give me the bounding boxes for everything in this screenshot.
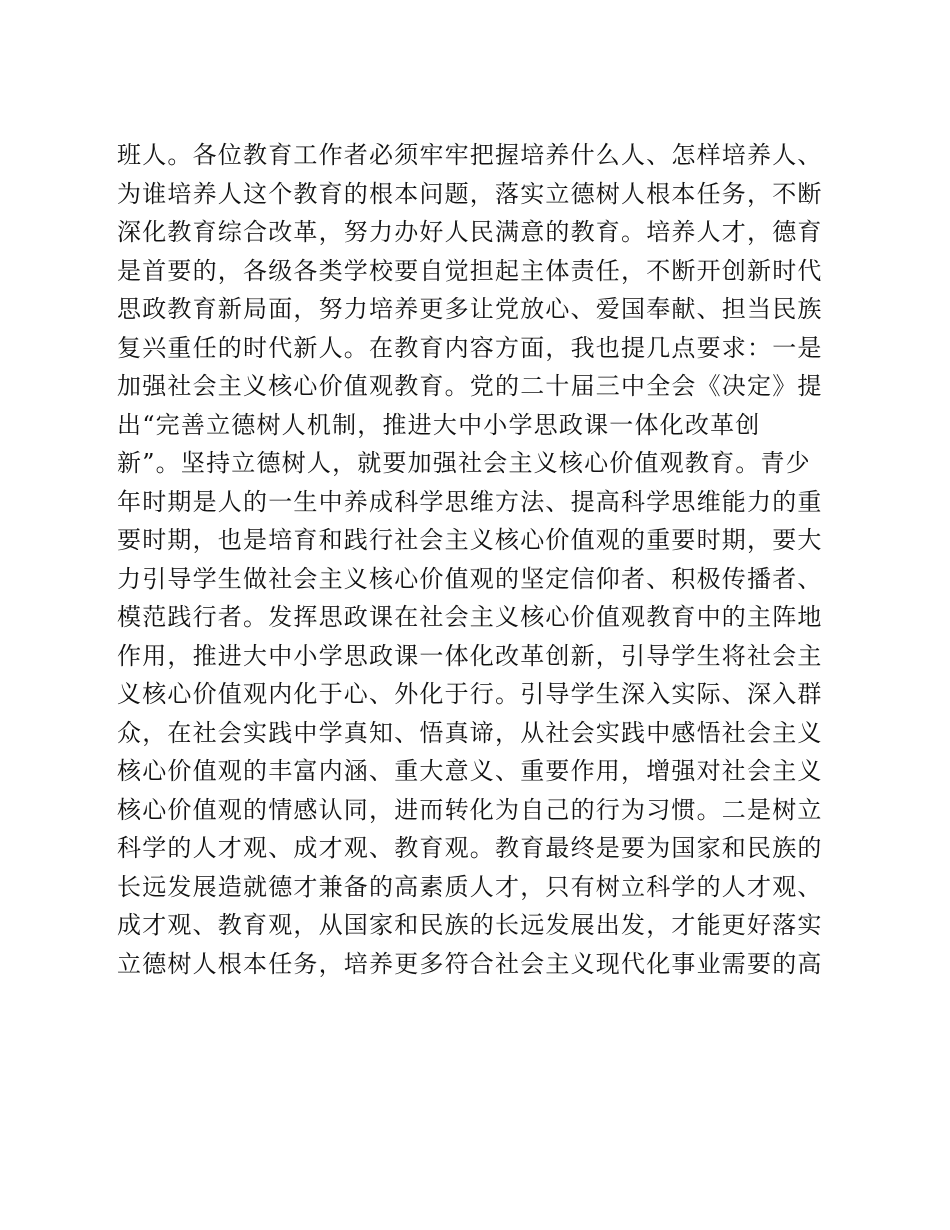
text-line: 班人。各位教育工作者必须牢牢把握培养什么人、怎样培养人、 [117,141,823,169]
text-line: 出“完善立德树人机制，推进大中小学思政课一体化改革创 [117,410,761,439]
text-line: 是首要的，各级各类学校要自觉担起主体责任，不断开创新时代 [117,256,823,285]
text-line: 为谁培养人这个教育的根本问题，落实立德树人根本任务，不断 [117,179,823,208]
text-line: 深化教育综合改革，努力办好人民满意的教育。培养人才，德育 [117,218,823,246]
text-line: 力引导学生做社会主义核心价值观的坚定信仰者、积极传播者、 [117,564,823,593]
text-line: 科学的人才观、成才观、教育观。教育最终是要为国家和民族的 [117,834,823,862]
body-text [117,136,823,983]
text-line: 众，在社会实践中学真知、悟真谛，从社会实践中感悟社会主义 [117,718,823,747]
text-line: 新”。坚持立德树人，就要加强社会主义核心价值观教育。青少 [117,449,811,477]
text-line: 成才观、教育观，从国家和民族的长远发展出发，才能更好落实 [117,911,823,939]
text-line: 核心价值观的丰富内涵、重大意义、重要作用，增强对社会主义 [117,757,823,785]
text-line: 核心价值观的情感认同，进而转化为自己的行为习惯。二是树立 [117,795,823,824]
text-line: 作用，推进大中小学思政课一体化改革创新，引导学生将社会主 [117,641,823,670]
text-line: 思政教育新局面，努力培养更多让党放心、爱国奉献、担当民族 [117,295,823,323]
text-line: 模范践行者。发挥思政课在社会主义核心价值观教育中的主阵地 [117,603,823,631]
text-line: 年时期是人的一生中养成科学思维方法、提高科学思维能力的重 [117,487,823,516]
text-line: 复兴重任的时代新人。在教育内容方面，我也提几点要求：一是 [117,333,823,362]
text-line: 要时期，也是培育和践行社会主义核心价值观的重要时期，要大 [117,526,823,554]
text-line: 长远发展造就德才兼备的高素质人才，只有树立科学的人才观、 [117,872,823,901]
text-line: 立德树人根本任务，培养更多符合社会主义现代化事业需要的高 [117,949,823,978]
text-line: 加强社会主义核心价值观教育。党的二十届三中全会《决定》提 [117,372,823,400]
text-line: 义核心价值观内化于心、外化于行。引导学生深入实际、深入群 [117,680,823,708]
